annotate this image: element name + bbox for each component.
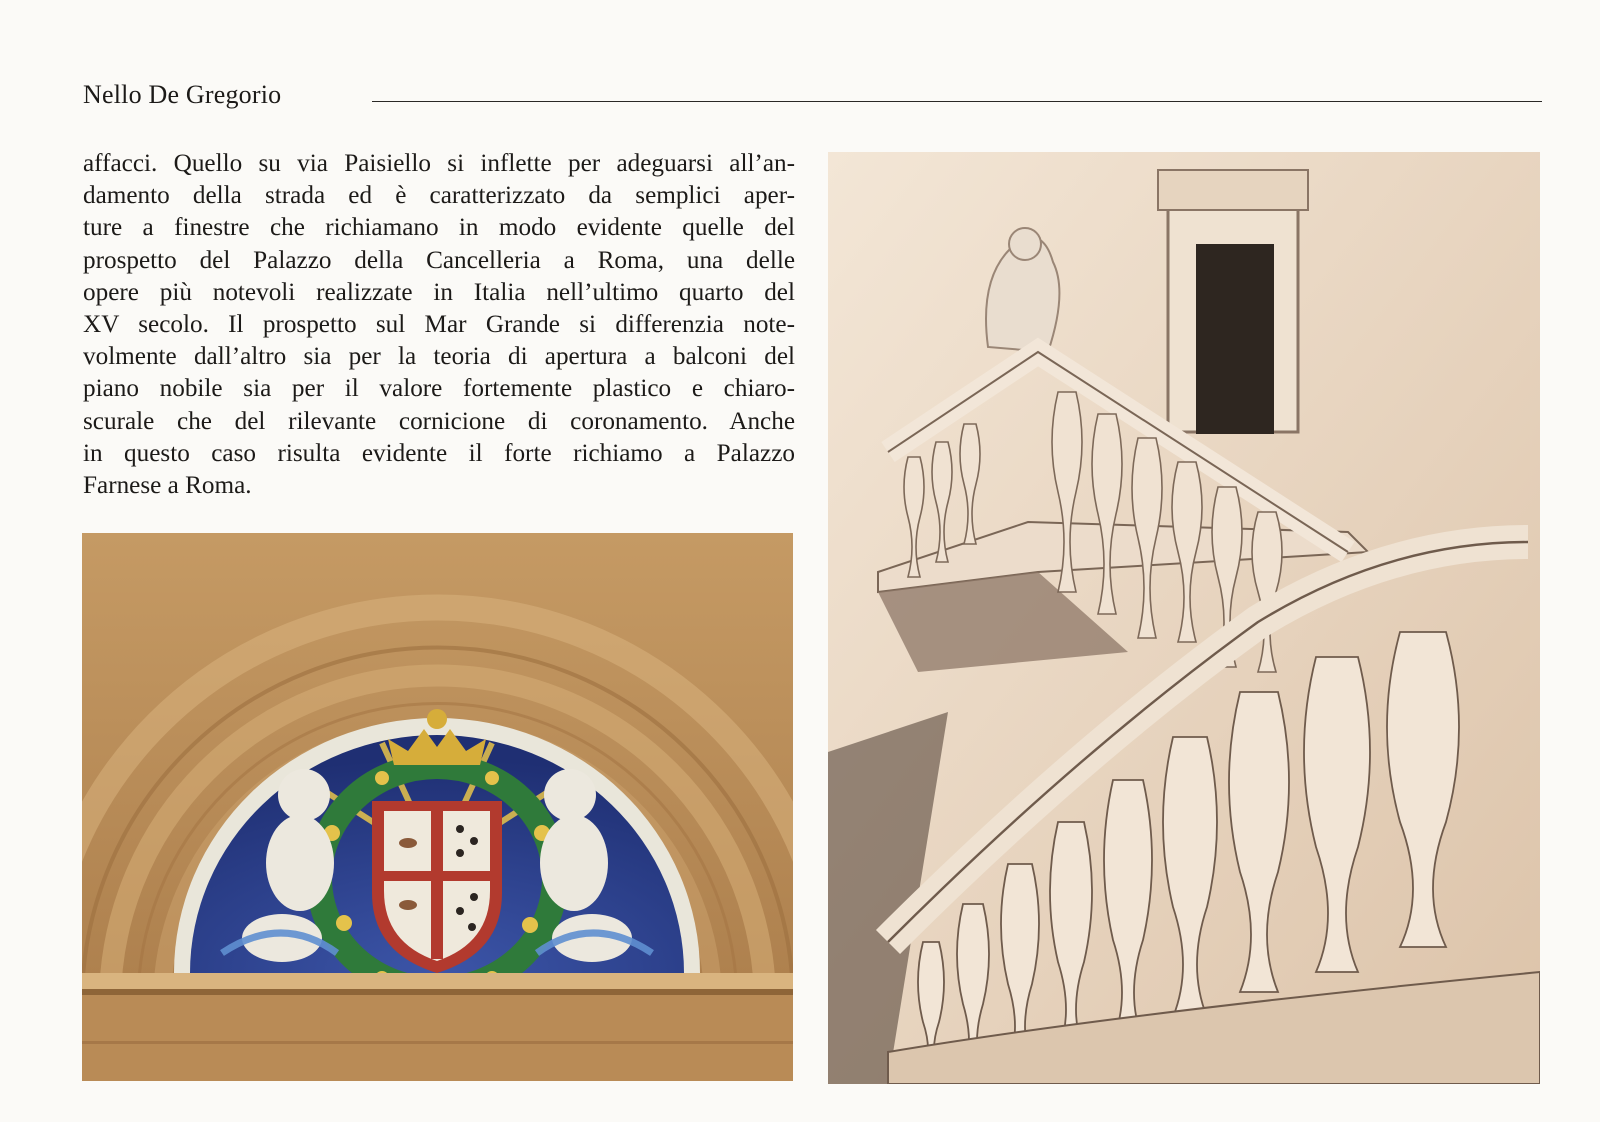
body-line: ture a finestre che richiamano in modo evidente quelle del	[83, 214, 795, 242]
body-line: affacci. Quello su via Paisiello si inflette per adeguarsi all’an-	[83, 150, 795, 177]
lunette-coat-of-arms-photo	[82, 533, 793, 1081]
body-line: scurale che del rilevante cornicione di coronamento. Anche	[83, 407, 795, 435]
header-rule	[372, 101, 1542, 102]
body-line: volmente dall’altro sia per la teoria di apertura a balconi del	[83, 343, 795, 371]
body-paragraph	[83, 148, 795, 502]
body-line: in questo caso risulta evidente il forte richiamo a Palazzo	[83, 439, 795, 467]
staircase-balustrade-photo	[828, 152, 1540, 1084]
running-header-author: Nello De Gregorio	[83, 80, 282, 109]
body-line: opere più notevoli realizzate in Italia nell’ultimo quarto del	[83, 278, 795, 306]
body-line: XV secolo. Il prospetto sul Mar Grande si differenzia note-	[83, 311, 795, 339]
body-line: damento della strada ed è caratterizzato da semplici aper-	[83, 182, 795, 210]
body-line: Farnese a Roma.	[83, 472, 252, 500]
body-line: prospetto del Palazzo della Cancelleria a Roma, una delle	[83, 246, 795, 274]
body-line: piano nobile sia per il valore fortemente plastico e chiaro-	[83, 375, 795, 403]
